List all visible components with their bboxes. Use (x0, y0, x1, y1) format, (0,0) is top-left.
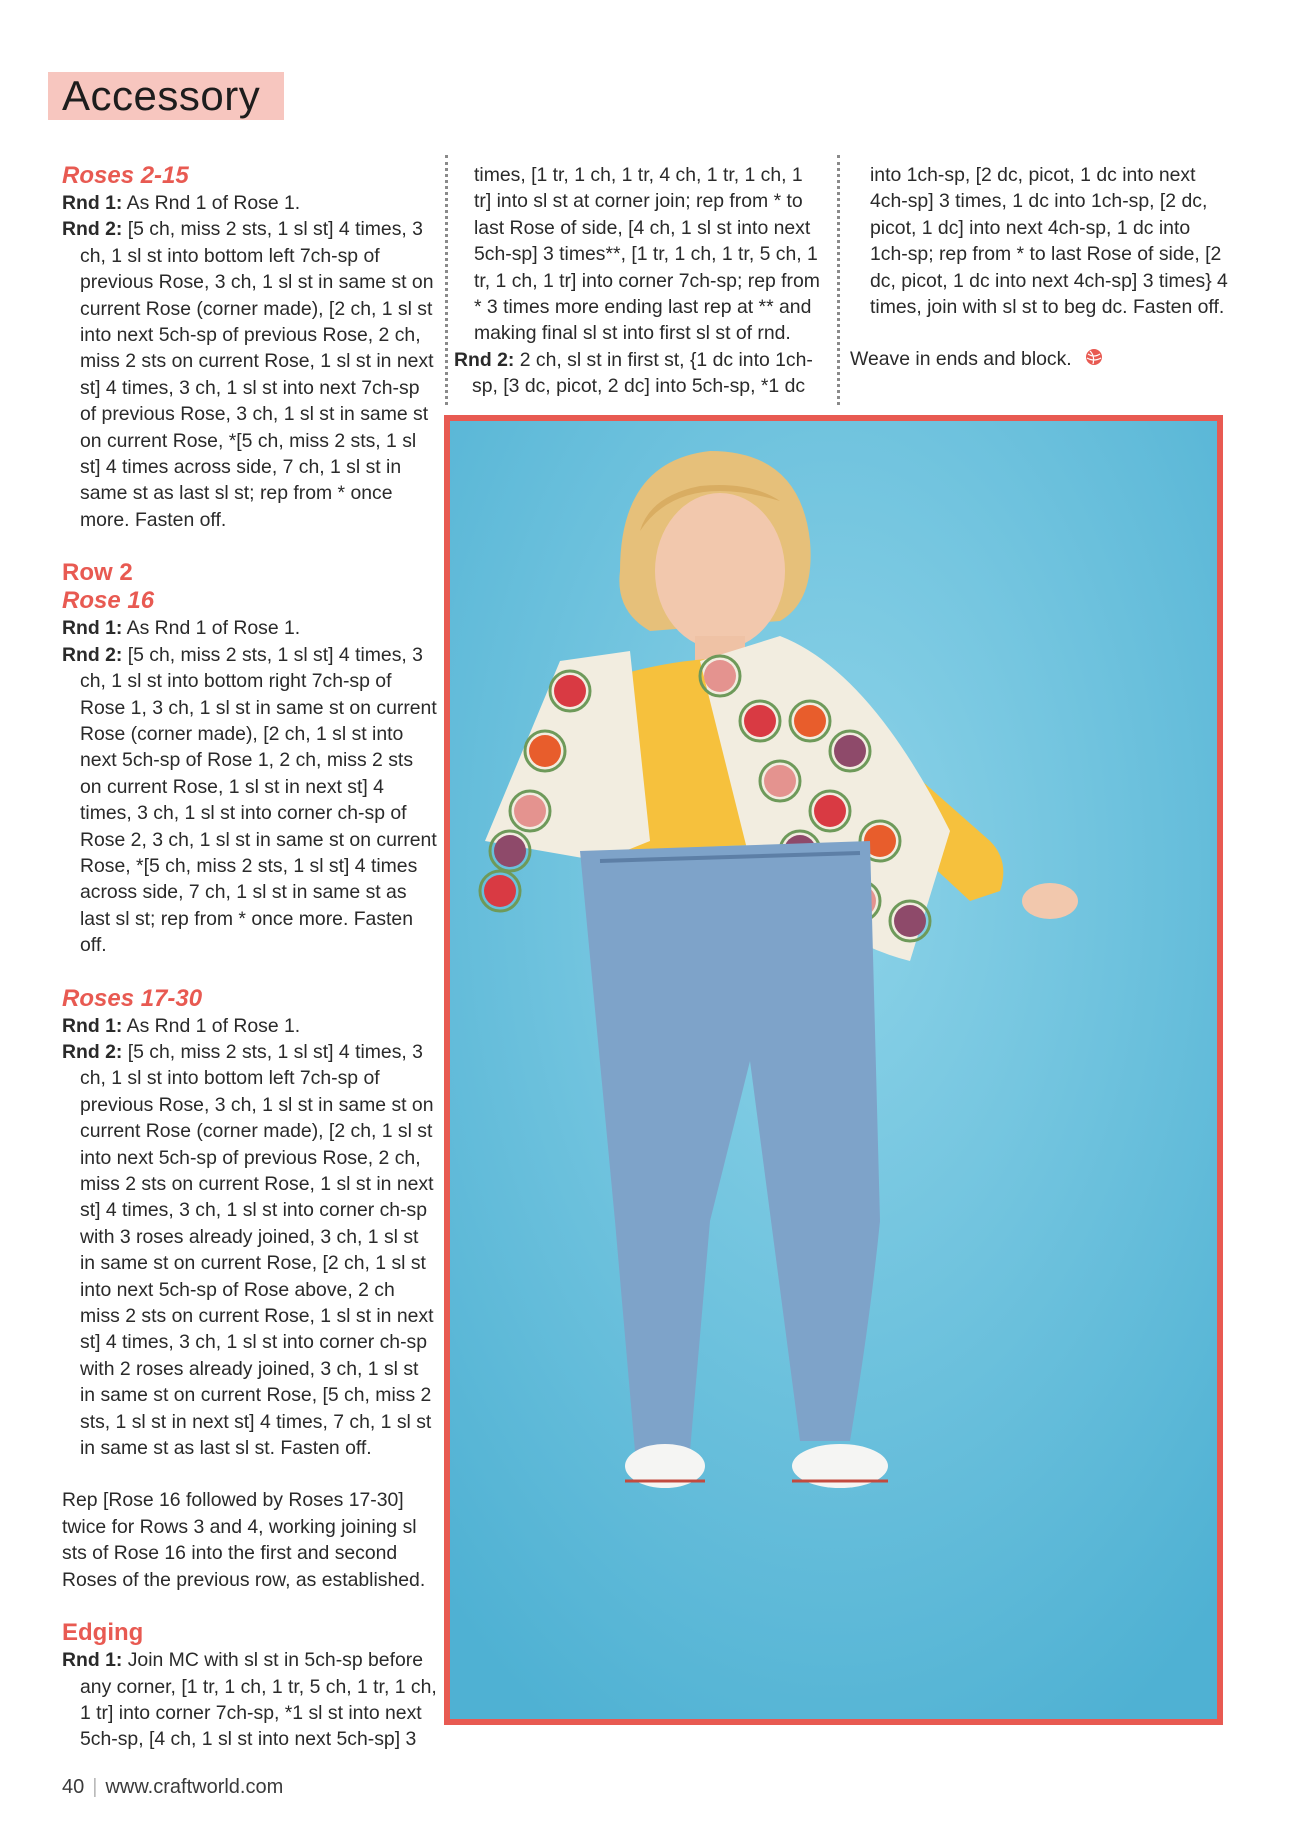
footer-url[interactable]: www.craftworld.com (105, 1776, 284, 1798)
rnd-2-roses-17-30 (62, 1039, 437, 1462)
rnd-label: Rnd 1: (62, 1014, 123, 1037)
finishing-text: Weave in ends and block. (850, 348, 1072, 371)
rnd-text: As Rnd 1 of Rose 1. (122, 1014, 301, 1037)
rnd-2-rose-16 (62, 642, 437, 959)
rnd-2-edging (454, 347, 824, 400)
heading-rose-16: Rose 16 (62, 587, 155, 615)
column-divider (837, 155, 840, 405)
section-tag (48, 72, 284, 120)
edging-rnd-1-continued: times, [1 tr, 1 ch, 1 tr, 4 ch, 1 tr, 1 ch, 1 tr] into sl st at corner join; rep from * to last Rose of side, [4 ch, 1 sl st into next 5ch-sp] 3 times**, [1 tr, 1 ch, 1 tr, 5 ch, 1 tr, 1 ch, 1 tr] into corner 7ch-sp; rep from * 3 times more ending last rep at ** and making final sl st into first sl st of rnd. (474, 164, 820, 345)
section-tag-label: Accessory (62, 72, 261, 119)
finishing-note (850, 346, 1260, 373)
model-illustration (450, 421, 1217, 1719)
rnd-text: As Rnd 1 of Rose 1. (122, 192, 301, 214)
rnd-2-roses-2-15 (62, 216, 437, 533)
rnd-label: Rnd 2: (62, 1040, 123, 1063)
column-1 (62, 162, 437, 1753)
rnd-label: Rnd 1: (62, 617, 123, 640)
rnd-label: Rnd 2: (62, 643, 123, 666)
rnd-text: [5 ch, miss 2 sts, 1 sl st] 4 times, 3 ch, 1 sl st into bottom left 7ch-sp of previous Rose, 3 ch, 1 sl st in same st on current Rose (corner made), [2 ch, 1 sl st into next 5ch-sp of previous Rose, 2 ch, miss 2 sts on current Rose, 1 sl st in next st] 4 times, 3 ch, 1 sl st into corner ch-sp with 3 roses already joined, 3 ch, 1 sl st in same st on current Rose, [2 ch, 1 sl st into next 5ch-sp of Rose above, 2 ch miss 2 sts on current Rose, 1 sl st in next st] 4 times, 3 ch, 1 sl st into corner ch-sp with 2 roses already joined, 3 ch, 1 sl st in same st on current Rose, [5 ch, miss 2 sts, 1 sl st in next st] 4 times, 7 ch, 1 sl st in same st as last sl st. Fasten off. (80, 1040, 434, 1460)
rnd-label: Rnd 2: (62, 218, 123, 241)
heading-roses-2-15: Roses 2-15 (62, 162, 189, 189)
yarn-ball-icon (1085, 347, 1103, 373)
heading-row-2: Row 2 (62, 559, 133, 587)
rnd-text: As Rnd 1 of Rose 1. (122, 617, 301, 640)
footer-divider: | (92, 1776, 98, 1798)
model-photo (444, 415, 1223, 1725)
heading-roses-17-30: Roses 17-30 (62, 984, 203, 1012)
rnd-1-rose-16 (62, 615, 437, 641)
column-2 (454, 162, 824, 400)
rnd-text: Join MC with sl st in 5ch-sp before any corner, [1 tr, 1 ch, 1 tr, 5 ch, 1 tr, 1 ch, 1 tr] into corner 7ch-sp, *1 sl st into next 5ch-sp, [4 ch, 1 sl st into next 5ch-sp] 3 (80, 1649, 437, 1751)
rnd-label: Rnd 1: (62, 192, 123, 214)
heading-edging: Edging (62, 1619, 144, 1647)
column-3 (850, 162, 1260, 374)
rnd-text: 2 ch, sl st in first st, {1 dc into 1ch-sp, [3 dc, picot, 2 dc] into 5ch-sp, *1 dc (472, 348, 813, 398)
rnd-1-edging (62, 1647, 437, 1753)
page-footer (62, 1776, 283, 1799)
rnd-label: Rnd 2: (454, 348, 515, 371)
rnd-label: Rnd 1: (62, 1649, 123, 1672)
rnd-text: [5 ch, miss 2 sts, 1 sl st] 4 times, 3 ch, 1 sl st into bottom left 7ch-sp of previous Rose, 3 ch, 1 sl st in same st on current Rose (corner made), [2 ch, 1 sl st into next 5ch-sp of previous Rose, 2 ch, miss 2 sts on current Rose, 1 sl st in next st] 4 times, 3 ch, 1 sl st into next 7ch-sp of previous Rose, 3 ch, 1 sl st in same st on current Rose, *[5 ch, miss 2 sts, 1 sl st] 4 times across side, 7 ch, 1 sl st in same st as last sl st; rep from * once more. Fasten off. (80, 218, 434, 531)
rnd-1-roses-2-15 (62, 190, 437, 216)
column-divider (445, 155, 448, 405)
page-number: 40 (62, 1776, 85, 1798)
rnd-1-roses-17-30 (62, 1013, 437, 1039)
rnd-text: [5 ch, miss 2 sts, 1 sl st] 4 times, 3 ch, 1 sl st into bottom right 7ch-sp of Rose 1, 3 ch, 1 sl st in same st on current Rose (corner made), [2 ch, 1 sl st into next 5ch-sp of Rose 1, 2 ch, miss 2 sts on current Rose, 1 sl st in next st] 4 times, 3 ch, 1 sl st into corner ch-sp of Rose 2, 3 ch, 1 sl st in same st on current Rose, *[5 ch, miss 2 sts, 1 sl st] 4 times across side, 7 ch, 1 sl st in same st as last sl st; rep from * once more. Fasten off. (80, 643, 437, 957)
edging-rnd-2-continued: into 1ch-sp, [2 dc, picot, 1 dc into next 4ch-sp] 3 times, 1 dc into 1ch-sp, [2 dc, picot, 1 dc] into next 4ch-sp, 1 dc into 1ch-sp; rep from * to last Rose of side, [2 dc, picot, 1 dc into next 4ch-sp] 3 times} 4 times, join with sl st to beg dc. Fasten off. (870, 164, 1228, 319)
repeat-instructions: Rep [Rose 16 followed by Roses 17-30] twice for Rows 3 and 4, working joining sl sts of Rose 16 into the first and second Roses of the previous row, as established. (62, 1489, 426, 1591)
